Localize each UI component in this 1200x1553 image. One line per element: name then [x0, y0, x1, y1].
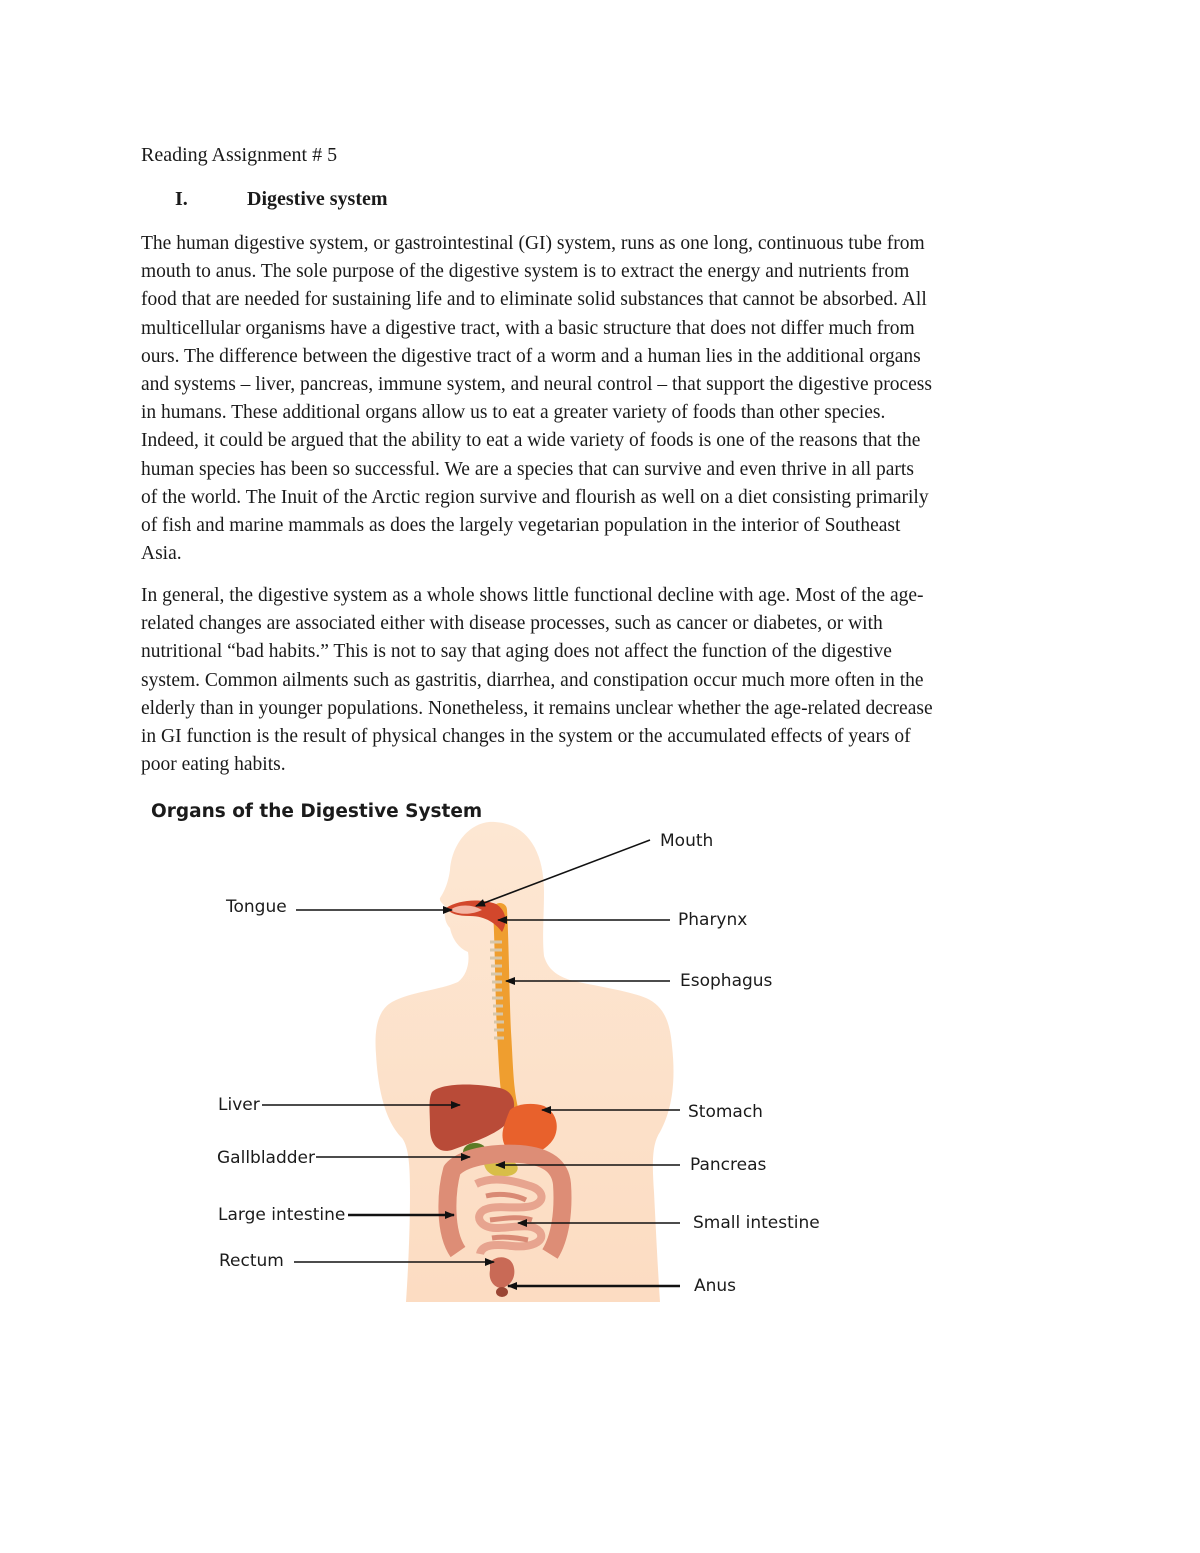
label-liver: Liver: [218, 1095, 260, 1115]
paragraph-line: mouth to anus. The sole purpose of the digestive system is to extract the energy and nutrients from: [141, 261, 910, 283]
paragraph-line: related changes are associated either with disease processes, such as cancer or diabetes, or with: [141, 613, 883, 635]
label-esophagus: Esophagus: [680, 971, 773, 991]
section-number: I.: [175, 188, 188, 210]
digestive-diagram: [140, 792, 840, 1312]
figure-title: Organs of the Digestive System: [151, 801, 483, 822]
paragraph-line: food that are needed for sustaining life and to eliminate solid substances that cannot be absorbed. All: [141, 289, 927, 311]
paragraph-line: Asia.: [141, 543, 182, 565]
label-large-intestine: Large intestine: [218, 1205, 346, 1225]
paragraph-line: In general, the digestive system as a whole shows little functional decline with age. Most of the age-: [141, 585, 924, 606]
digestive-system-figure: [140, 792, 840, 1312]
paragraph-line: human species has been so successful. We are a species that can survive and even thrive in all parts: [141, 458, 914, 480]
paragraph-1: [141, 230, 1061, 568]
paragraph-line: multicellular organisms have a digestive tract, with a basic structure that does not differ much from: [141, 317, 915, 339]
paragraph-line: system. Common ailments such as gastritis, diarrhea, and constipation occur much more often in the: [141, 669, 924, 691]
paragraph-line: elderly than in younger populations. Nonetheless, it remains unclear whether the age-related decrease: [141, 697, 933, 719]
paragraph-line: in GI function is the result of physical changes in the system or the accumulated effects of years of: [141, 726, 911, 748]
paragraph-line: Indeed, it could be argued that the ability to eat a wide variety of foods is one of the reasons that the: [141, 430, 921, 452]
paragraph-line: of the world. The Inuit of the Arctic region survive and flourish as well on a diet consisting primarily: [141, 486, 929, 508]
paragraph-line: ours. The difference between the digestive tract of a worm and a human lies in the additional organs: [141, 345, 921, 367]
label-small-intestine: Small intestine: [693, 1213, 820, 1233]
label-pharynx: Pharynx: [678, 910, 748, 930]
label-mouth: Mouth: [660, 831, 714, 851]
paragraph-2: [141, 582, 1061, 779]
label-anus: Anus: [694, 1276, 737, 1296]
paragraph-line: nutritional “bad habits.” This is not to say that aging does not affect the function of the digestive: [141, 641, 892, 663]
label-rectum: Rectum: [219, 1251, 284, 1271]
section-title: Digestive system: [247, 188, 388, 210]
label-pancreas: Pancreas: [690, 1155, 767, 1175]
label-tongue: Tongue: [226, 897, 287, 917]
paragraph-line: and systems – liver, pancreas, immune system, and neural control – that support the digestive process: [141, 374, 932, 396]
document-heading: Reading Assignment # 5: [141, 144, 338, 166]
paragraph-line: in humans. These additional organs allow us to eat a greater variety of foods than other species.: [141, 402, 886, 424]
label-gallbladder: Gallbladder: [217, 1148, 315, 1168]
anus-shape: [496, 1287, 508, 1297]
paragraph-line: poor eating habits.: [141, 754, 286, 776]
label-stomach: Stomach: [688, 1102, 763, 1122]
paragraph-line: of fish and marine mammals as does the largely vegetarian population in the interior of Southeast: [141, 515, 901, 537]
paragraph-line: The human digestive system, or gastrointestinal (GI) system, runs as one long, continuous tube from: [141, 233, 925, 254]
